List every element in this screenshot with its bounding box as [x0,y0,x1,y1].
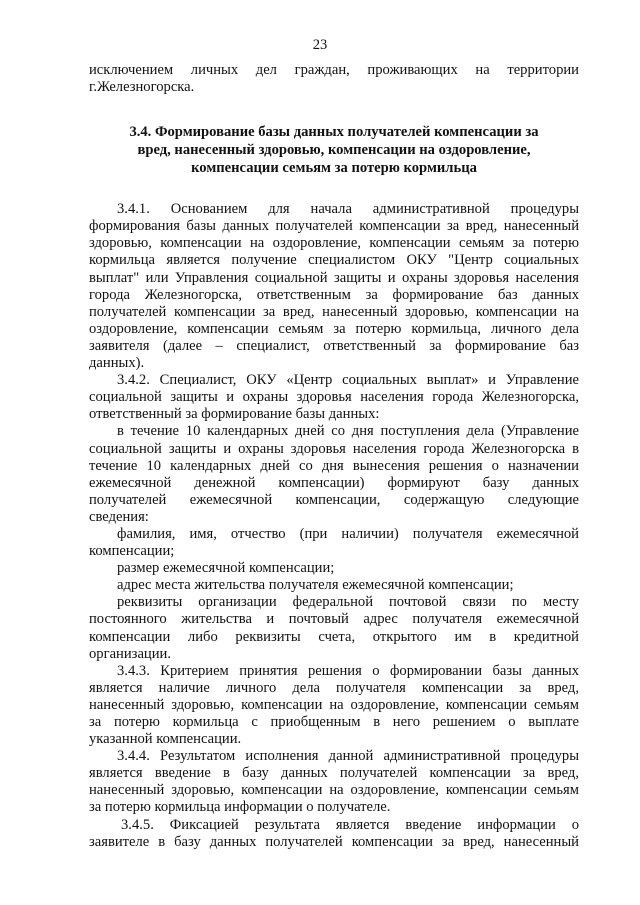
paragraph-3-4-4 [89,748,579,816]
text-line: получателей ежемесячной компенсации, содержащую следующие [89,491,579,508]
text-line: города Железногорска, ответственным за формирование баз данных [89,286,579,303]
text-line: является наличие личного дела получателя компенсации за вред, [89,679,579,696]
text-line: ежемесячной денежной компенсации) формируют базу данных [89,474,579,491]
heading-line: 3.4. Формирование базы данных получателей компенсации за [129,124,539,141]
text-line: ответственный за формирование базы данных: [89,406,380,423]
text-line: данных). [89,355,145,372]
text-line: выплат" или Управления социальной защиты и охраны здоровья населения [89,269,579,286]
list-item [89,423,579,440]
text-line: кормильца является получение специалистом ОКУ "Центр социальных [89,252,579,269]
text-line: получателей компенсации за вред, нанесенный здоровью, компенсации на [89,303,579,320]
text-line: реквизиты организации федеральной почтовой связи по месту [117,594,579,611]
page-number: 23 [312,37,328,53]
text-line: нанесенный здоровью, компенсации на оздоровление, компенсации семьям [89,696,579,713]
text-line: 3.4.3. Критерием принятия решения о формировании базы данных [117,662,579,679]
text-line: за потерю кормильца с приобщенным в него решением о выплате [89,714,579,730]
paragraph-3-4-1 [89,201,579,372]
text-line: указанной компенсации. [89,731,242,748]
text-line: фамилия, имя, отчество (при наличии) получателя ежемесячной [117,525,579,542]
text-line: заявителя (далее – специалист, ответственный за формирование баз [89,337,579,354]
list-item: размер ежемесячной компенсации; [117,560,335,577]
text-line: здоровью, компенсации на оздоровление, компенсации семьям за потерю [89,235,579,252]
text-line: нанесенный здоровью, компенсации на оздоровление, компенсации семьям [89,782,579,799]
text-line: сведения: [89,508,149,525]
text-line: компенсации либо реквизиты счета, открытого им в кредитной [89,628,579,645]
heading-line: вред, нанесенный здоровью, компенсации на оздоровление, [137,142,531,159]
text-line: течение 10 календарных дней со дня вынесения решения о назначении [89,457,579,474]
text-line: организации. [89,645,171,662]
list-item [89,594,579,662]
text-line: является введение в базу данных получателей компенсации за вред, [89,765,579,782]
list-item: адрес места жительства получателя ежемесячной компенсации; [117,577,514,594]
intro-paragraph [89,62,579,96]
text-line: социальной защиты и охраны здоровья населения города Железногорска, [89,389,579,406]
text-line: в течение 10 календарных дней со дня поступления дела (Управление [117,423,579,440]
page-body [89,62,579,851]
text-line: 3.4.2. Специалист, ОКУ «Центр социальных выплат» и Управление [117,372,579,389]
text-line: исключением личных дел граждан, проживающих на территории [89,62,579,78]
heading-line: компенсации семьям за потерю кормильца [191,160,477,177]
text-line: оздоровление, компенсации семьям за потерю кормильца, личного дела [89,320,579,337]
paragraph-3-4-2 [89,372,579,423]
text-line: 3.4.4. Результатом исполнения данной административной процедуры [117,748,579,765]
text-line: заявителе в базу данных получателей компенсации за вред, нанесенный [89,833,579,850]
text-line: социальной защиты и охраны здоровья населения города Железногорска в [89,440,579,457]
text-line: г.Железногорска. [89,79,195,96]
list-item [89,526,579,560]
text-line: формирования базы данных получателей компенсации за вред, нанесенный [89,218,579,235]
list-item-continuation [89,441,579,526]
paragraph-3-4-5 [89,817,579,851]
paragraph-3-4-3 [89,663,579,748]
text-line: 3.4.5. Фиксацией результата является введение информации о [121,816,579,833]
section-heading [89,123,579,177]
text-line: 3.4.1. Основанием для начала административной процедуры [117,201,579,218]
text-line: постоянного жительства и почтовый адрес получателя ежемесячной [89,611,579,628]
text-line: компенсации; [89,543,175,560]
text-line: за потерю кормильца информации о получателе. [89,799,391,816]
